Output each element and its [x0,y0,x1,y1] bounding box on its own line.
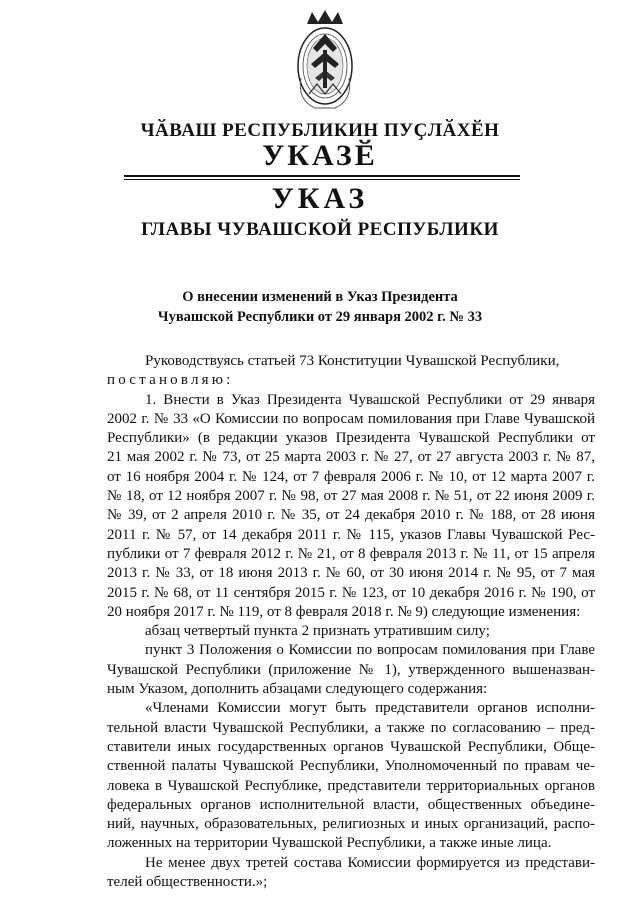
text-line: ний, научных, образовательных, религиозных и иных организаций, распо- [107,816,595,833]
text-line: Не менее двух третей состава Комиссии формируется из представи- [145,854,595,871]
quote-paragraph-1 [107,699,595,853]
preamble-paragraph: Руководствуясь статьей 73 Конституции Чувашской Республики, [145,353,560,369]
text-line: ловека в Чувашской Республике, представители территориальных органов [107,777,595,794]
header-divider-thick [124,175,520,177]
text-line: телей общественности.»; [107,874,268,891]
chuvash-republic-head-title: ЧӐВАШ РЕСПУБЛИКИН ПУҪЛӐХӖН [140,120,500,141]
russian-decree-heading: УКАЗ [271,182,369,215]
subject-line: Чувашской Республики от 29 января 2002 г. № 33 [157,309,483,325]
text-line: пункт 3 Положения о Комиссии по вопросам помилования при Главе [145,642,595,659]
item-1-paragraph [107,391,595,623]
decree-body [107,352,595,892]
text-line: 2011 г. № 57, от 14 декабря 2011 г. № 115, указов Главы Чувашской Рес- [107,526,595,543]
chuvash-decree-heading: УКАЗӖ [262,139,378,172]
russian-head-title: ГЛАВЫ ЧУВАШСКОЙ РЕСПУБЛИКИ [141,219,499,240]
text-line: Республики» (в редакции указов Президента Чувашской Республики от [107,430,595,447]
text-line: от 16 ноября 2004 г. № 124, от 7 февраля 2006 г. № 10, от 12 марта 2007 г. [107,468,595,485]
text-line: 20 ноября 2017 г. № 119, от 8 февраля 2018 г. № 9) следующие изменения: [107,603,581,620]
text-line: 2013 г. № 33, от 18 июня 2013 г. № 60, от 30 июня 2014 г. № 95, от 7 мая [107,565,595,582]
text-line: ложенных на территории Чувашской Республики, а также иные лица. [107,835,552,852]
punkt-3-paragraph [107,641,595,699]
text-line: ным Указом, дополнить абзацами следующего содержания: [107,681,488,698]
text-line: федеральных органов исполнительной власти, общественных объедине- [107,796,595,813]
document-subject [0,287,640,327]
abzac-paragraph: абзац четвертый пункта 2 признать утратившим силу; [145,623,490,640]
text-line: 2002 г. № 33 «О Комиссии по вопросам помилования при Главе Чувашской [107,410,595,427]
text-line: 21 мая 2002 г. № 73, от 25 марта 2003 г. № 27, от 27 августа 2003 г. № 87, [107,449,595,466]
decree-word: постановляю: [107,372,234,389]
text-line: 1. Внести в Указ Президента Чувашской Республики от 29 января [145,391,595,408]
subject-line: О внесении изменений в Указ Президента [182,289,458,305]
text-line: «Членами Комиссии могут быть представители органов исполни- [145,700,595,717]
header-divider-thin [124,179,520,180]
text-line: ставители иных государственных органов Чувашской Республики, Обще- [107,738,595,755]
quote-paragraph-2 [107,854,595,893]
text-line: публики от 7 февраля 2012 г. № 21, от 8 февраля 2013 г. № 11, от 15 апреля [107,545,595,562]
coat-of-arms-emblem [293,8,357,112]
text-line: 2015 г. № 68, от 11 сентября 2015 г. № 123, от 10 декабря 2016 г. № 190, от [107,584,595,601]
text-line: тельной власти Чувашской Республики, а также по согласованию – пред- [107,719,595,736]
text-line: № 18, от 12 ноября 2007 г. № 98, от 27 мая 2008 г. № 51, от 22 июня 2009 г. [107,488,595,505]
text-line: № 39, от 2 апреля 2010 г. № 35, от 24 декабря 2010 г. № 188, от 28 июня [107,507,595,524]
text-line: Чувашской Республики (приложение № 1), утвержденного вышеназван- [107,661,595,678]
text-line: ственной палаты Чувашской Республики, Уполномоченный по правам че- [107,758,595,775]
